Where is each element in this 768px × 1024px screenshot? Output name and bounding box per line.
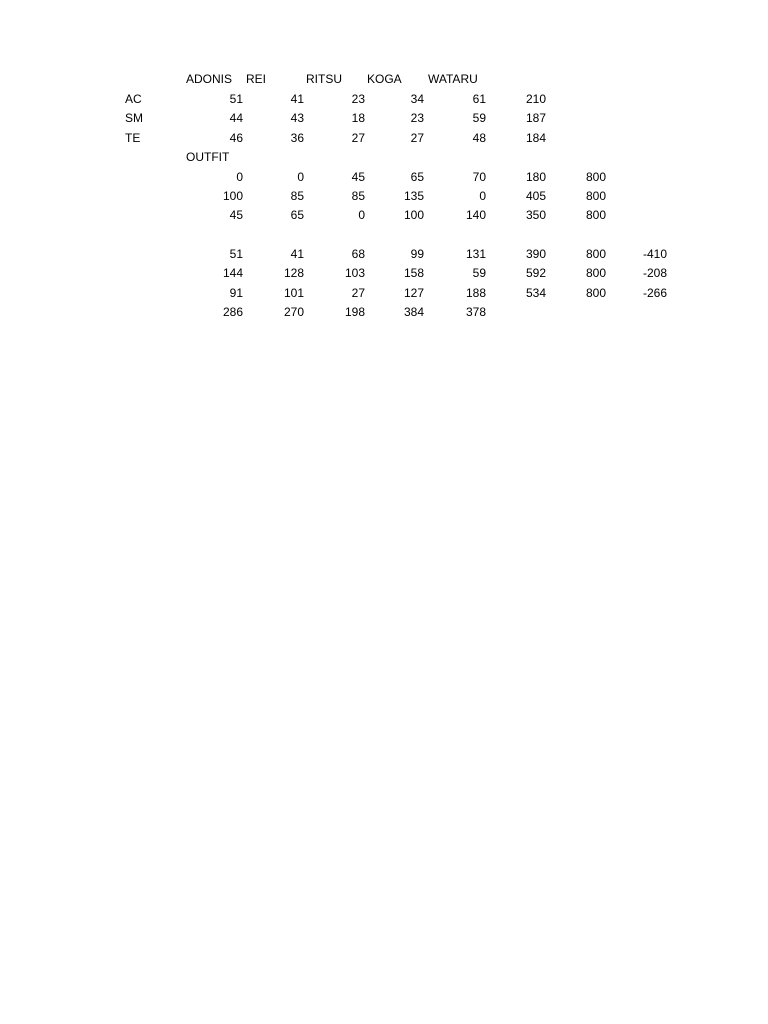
outfit-2-ritsu: 85 bbox=[351, 189, 365, 203]
total-3-koga: 127 bbox=[403, 286, 424, 300]
outfit-1-adonis: 0 bbox=[236, 170, 243, 184]
outfit-3-total: 350 bbox=[525, 208, 546, 222]
total-2-adonis: 144 bbox=[222, 266, 243, 280]
cell-sm-ritsu: 18 bbox=[351, 111, 365, 125]
cell-ac-wataru: 61 bbox=[472, 92, 486, 106]
total-3-target: 800 bbox=[585, 286, 606, 300]
outfit-2-total: 405 bbox=[525, 189, 546, 203]
outfit-2-koga: 135 bbox=[403, 189, 424, 203]
cell-ac-koga: 34 bbox=[410, 92, 424, 106]
header-wataru: WATARU bbox=[428, 72, 478, 86]
outfit-1-rei: 0 bbox=[297, 170, 304, 184]
row-label-te: TE bbox=[125, 131, 141, 145]
cell-te-koga: 27 bbox=[410, 131, 424, 145]
total-1-sum: 390 bbox=[525, 247, 546, 261]
total-1-adonis: 51 bbox=[229, 247, 243, 261]
sum-rei: 270 bbox=[283, 305, 304, 319]
header-rei: REI bbox=[246, 72, 267, 86]
outfit-3-wataru: 140 bbox=[465, 208, 486, 222]
cell-sm-wataru: 59 bbox=[472, 111, 486, 125]
cell-te-ritsu: 27 bbox=[351, 131, 365, 145]
cell-te-rei: 36 bbox=[290, 131, 304, 145]
total-1-wataru: 131 bbox=[465, 247, 486, 261]
header-ritsu: RITSU bbox=[306, 72, 342, 86]
outfit-3-koga: 100 bbox=[403, 208, 424, 222]
outfit-2-rei: 85 bbox=[290, 189, 304, 203]
total-2-sum: 592 bbox=[525, 266, 546, 280]
total-2-wataru: 59 bbox=[472, 266, 486, 280]
cell-sm-rei: 43 bbox=[290, 111, 304, 125]
cell-ac-total: 210 bbox=[525, 92, 546, 106]
row-label-ac: AC bbox=[125, 92, 142, 106]
sum-koga: 384 bbox=[403, 305, 424, 319]
outfit-2-adonis: 100 bbox=[222, 189, 243, 203]
total-3-wataru: 188 bbox=[465, 286, 486, 300]
total-1-target: 800 bbox=[585, 247, 606, 261]
total-1-rei: 41 bbox=[290, 247, 304, 261]
cell-te-adonis: 46 bbox=[229, 131, 243, 145]
outfit-1-ritsu: 45 bbox=[351, 170, 365, 184]
total-3-rei: 101 bbox=[283, 286, 304, 300]
cell-te-wataru: 48 bbox=[472, 131, 486, 145]
cell-te-total: 184 bbox=[525, 131, 546, 145]
total-3-diff: -266 bbox=[642, 286, 667, 300]
total-2-rei: 128 bbox=[283, 266, 304, 280]
total-2-target: 800 bbox=[585, 266, 606, 280]
total-1-koga: 99 bbox=[410, 247, 424, 261]
outfit-2-wataru: 0 bbox=[479, 189, 486, 203]
cell-ac-adonis: 51 bbox=[229, 92, 243, 106]
total-1-ritsu: 68 bbox=[351, 247, 365, 261]
outfit-3-target: 800 bbox=[585, 208, 606, 222]
cell-sm-total: 187 bbox=[525, 111, 546, 125]
header-koga: KOGA bbox=[367, 72, 402, 86]
row-label-sm: SM bbox=[125, 111, 143, 125]
outfit-label: OUTFIT bbox=[186, 150, 230, 164]
cell-ac-rei: 41 bbox=[290, 92, 304, 106]
sum-ritsu: 198 bbox=[344, 305, 365, 319]
total-3-sum: 534 bbox=[525, 286, 546, 300]
outfit-1-total: 180 bbox=[525, 170, 546, 184]
outfit-3-ritsu: 0 bbox=[358, 208, 365, 222]
outfit-3-rei: 65 bbox=[290, 208, 304, 222]
total-3-adonis: 91 bbox=[229, 286, 243, 300]
outfit-1-target: 800 bbox=[585, 170, 606, 184]
sum-adonis: 286 bbox=[222, 305, 243, 319]
total-3-ritsu: 27 bbox=[351, 286, 365, 300]
cell-ac-ritsu: 23 bbox=[351, 92, 365, 106]
outfit-1-koga: 65 bbox=[410, 170, 424, 184]
outfit-3-adonis: 45 bbox=[229, 208, 243, 222]
sum-wataru: 378 bbox=[465, 305, 486, 319]
outfit-2-target: 800 bbox=[585, 189, 606, 203]
cell-sm-koga: 23 bbox=[410, 111, 424, 125]
cell-sm-adonis: 44 bbox=[229, 111, 243, 125]
header-adonis: ADONIS bbox=[186, 72, 233, 86]
outfit-1-wataru: 70 bbox=[472, 170, 486, 184]
total-2-koga: 158 bbox=[403, 266, 424, 280]
total-2-ritsu: 103 bbox=[344, 266, 365, 280]
total-2-diff: -208 bbox=[642, 266, 667, 280]
total-1-diff: -410 bbox=[642, 247, 667, 261]
